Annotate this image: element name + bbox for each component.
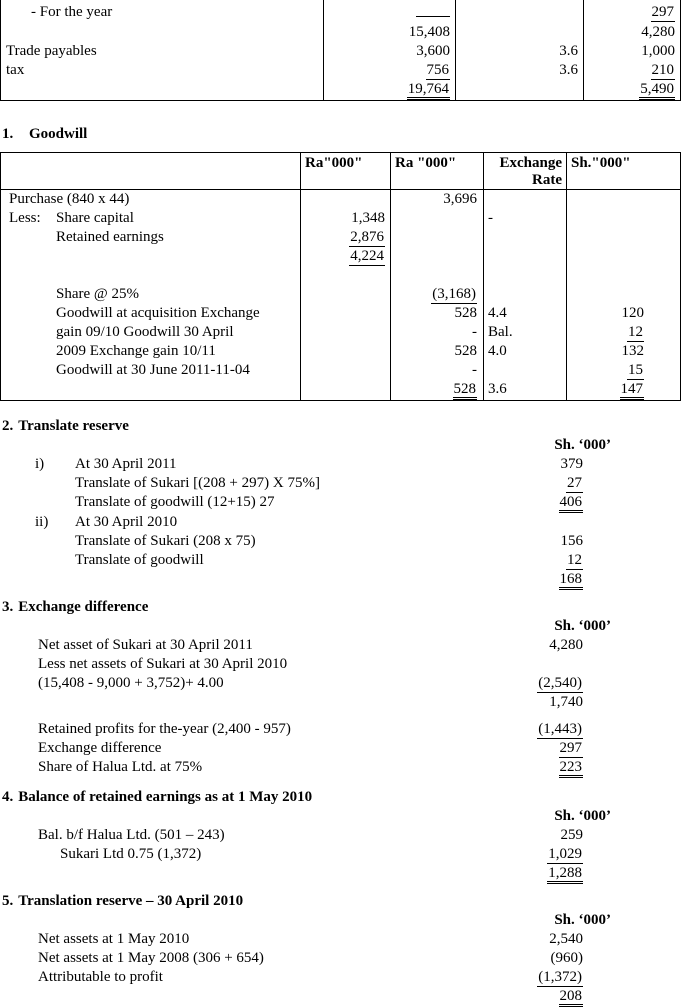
right-spacer	[583, 739, 681, 758]
section-number: 3.	[2, 599, 14, 615]
amount: 528	[454, 343, 477, 359]
amount: 4,280	[641, 24, 675, 40]
amount-cell	[583, 23, 680, 42]
line-item	[0, 864, 681, 884]
item-value-cell	[509, 693, 583, 712]
amount-cell	[566, 285, 680, 304]
amount-cell	[300, 190, 390, 209]
item-prefix	[35, 493, 75, 513]
line-item	[0, 739, 681, 758]
item-value-cell	[509, 864, 583, 884]
item-label	[38, 987, 509, 1007]
section-exchange-difference	[0, 598, 681, 778]
amount-cell	[566, 342, 680, 361]
rate-cell	[483, 361, 566, 380]
item-value: 1,740	[549, 694, 583, 710]
section-heading	[0, 598, 681, 617]
right-spacer	[583, 474, 681, 493]
line-item	[0, 845, 681, 864]
rate-cell	[483, 323, 566, 342]
row-label: - For the year	[31, 4, 113, 20]
row-label-cell	[1, 380, 300, 400]
amount-cell	[566, 190, 680, 209]
right-spacer	[583, 532, 681, 551]
section-retained-earnings	[0, 788, 681, 884]
column-header: Ra"000"	[300, 153, 390, 190]
item-value-cell	[509, 739, 583, 758]
item-total: 208	[559, 989, 584, 1007]
subtotal-cell	[300, 247, 390, 266]
column-header-line: Rate	[532, 172, 562, 188]
row-label: tax	[6, 62, 25, 78]
amount-cell	[300, 304, 390, 323]
amount-cell	[323, 23, 455, 42]
amount-cell	[566, 304, 680, 323]
rate-cell	[483, 380, 566, 400]
line-item	[0, 551, 681, 570]
amount: 2,876	[350, 229, 384, 245]
row-label-cell	[1, 23, 323, 42]
rate-value: -	[488, 210, 493, 226]
exchange-rate: 3.6	[559, 43, 578, 59]
total-amount: 147	[620, 382, 645, 400]
row-label-cell	[1, 42, 323, 61]
item-label: (15,408 - 9,000 + 3,752)+ 4.00	[38, 675, 224, 691]
item-value-cell	[509, 570, 583, 590]
right-spacer	[583, 551, 681, 570]
item-value-cell	[509, 551, 583, 570]
rate-value: 4.0	[488, 343, 507, 359]
item-label	[38, 864, 509, 884]
right-spacer	[583, 720, 681, 739]
rate-cell	[455, 42, 583, 61]
item-value-cell	[509, 636, 583, 655]
section-title: Translation reserve – 30 April 2010	[18, 893, 244, 909]
section-heading-goodwill	[2, 125, 681, 144]
carried-forward-table	[0, 0, 681, 101]
section-number: 2.	[2, 418, 14, 434]
total-cell	[323, 80, 455, 100]
item-value-cell	[509, 720, 583, 739]
amount-cell	[300, 209, 390, 228]
total-cell	[566, 380, 680, 400]
line-item	[0, 655, 681, 674]
item-label: Share of Halua Ltd. at 75%	[38, 759, 203, 775]
amount-cell	[323, 61, 455, 80]
amount: 12	[628, 324, 643, 340]
rate-cell	[483, 190, 566, 209]
right-spacer	[583, 570, 681, 590]
section-title: Translate reserve	[18, 418, 129, 434]
sum-line	[416, 3, 450, 17]
right-spacer	[583, 693, 681, 712]
item-value-cell	[509, 474, 583, 493]
item-label: Sukari Ltd 0.75 (1,372)	[60, 846, 202, 862]
section-heading	[0, 417, 681, 436]
amount-cell	[390, 209, 483, 228]
item-label: Net asset of Sukari at 30 April 2011	[38, 637, 253, 653]
amount: 3,696	[443, 191, 477, 207]
item-value-cell	[509, 758, 583, 778]
right-spacer	[583, 674, 681, 693]
section-heading	[0, 892, 681, 911]
row-label-cell	[1, 266, 300, 285]
item-value: 12	[567, 552, 582, 568]
row-label-cell	[1, 304, 300, 323]
item-value: 2,540	[549, 931, 583, 947]
amount-cell	[390, 342, 483, 361]
amount-cell	[390, 247, 483, 266]
row-label: gain 09/10 Goodwill 30 April	[56, 324, 234, 340]
subtotal-amount: 4,224	[350, 248, 384, 264]
goodwill-table	[0, 152, 681, 401]
line-item	[0, 693, 681, 712]
rate-cell	[483, 304, 566, 323]
item-value-cell	[509, 845, 583, 864]
item-value-cell	[509, 455, 583, 474]
line-item	[0, 949, 681, 968]
item-value: 4,280	[549, 637, 583, 653]
row-label-cell	[1, 61, 323, 80]
item-value: 297	[559, 740, 582, 756]
item-prefix	[35, 551, 75, 570]
amount: -	[472, 324, 477, 340]
rate-cell	[483, 285, 566, 304]
row-label-cell	[1, 190, 300, 209]
item-prefix	[35, 570, 75, 590]
line-item	[0, 758, 681, 778]
amount-cell	[566, 247, 680, 266]
item-label: Less net assets of Sukari at 30 April 2010	[38, 656, 288, 672]
amount-cell	[300, 323, 390, 342]
right-spacer	[583, 455, 681, 474]
row-label-cell	[1, 228, 300, 247]
item-label: Exchange difference	[38, 740, 162, 756]
item-value: (1,372)	[538, 969, 582, 985]
item-prefix: i)	[35, 456, 45, 472]
section-title: Exchange difference	[18, 599, 149, 615]
item-value: 27	[567, 475, 582, 491]
item-value: (2,540)	[538, 675, 582, 691]
item-label	[75, 570, 509, 590]
amount: -	[472, 362, 477, 378]
column-header	[483, 153, 566, 190]
right-spacer	[583, 758, 681, 778]
item-value-cell	[509, 674, 583, 693]
amount: 15	[628, 362, 643, 378]
item-label: At 30 April 2010	[75, 514, 178, 530]
exchange-rate: 3.6	[559, 62, 578, 78]
item-value-cell	[509, 493, 583, 513]
rate-cell	[455, 80, 583, 100]
item-value-cell	[509, 987, 583, 1007]
row-label-cell	[1, 342, 300, 361]
currency-column-header: Sh. ‘000’	[554, 808, 611, 824]
row-label: Retained earnings	[56, 229, 164, 245]
rate-cell	[455, 0, 583, 23]
rate-value: 3.6	[488, 381, 507, 397]
right-spacer	[583, 826, 681, 845]
amount: 528	[454, 305, 477, 321]
item-value: (960)	[550, 950, 583, 966]
section-heading	[0, 788, 681, 807]
row-label: Purchase (840 x 44)	[9, 191, 130, 207]
amount: 3,600	[416, 43, 450, 59]
column-header: Sh."000"	[566, 153, 680, 190]
item-label: Bal. b/f Halua Ltd. (501 – 243)	[38, 827, 225, 843]
right-spacer	[583, 493, 681, 513]
item-label: Translate of goodwill (12+15) 27	[75, 494, 275, 510]
item-label	[38, 693, 509, 712]
item-prefix	[35, 532, 75, 551]
amount-cell	[583, 42, 680, 61]
section-translation-reserve	[0, 892, 681, 1007]
amount-cell	[300, 380, 390, 400]
amount: 297	[651, 4, 674, 20]
rate-cell	[483, 228, 566, 247]
row-label: Share capital	[56, 210, 134, 226]
right-spacer	[583, 949, 681, 968]
item-value: 1,029	[548, 846, 582, 862]
rate-cell	[483, 342, 566, 361]
right-spacer	[583, 930, 681, 949]
amount-cell	[566, 228, 680, 247]
item-label: Net assets at 1 May 2010	[38, 931, 190, 947]
right-spacer	[583, 636, 681, 655]
right-spacer	[583, 513, 681, 532]
column-header: Ra "000"	[390, 153, 483, 190]
line-item	[0, 826, 681, 845]
rate-cell	[483, 247, 566, 266]
item-value-cell	[509, 655, 583, 674]
line-item	[0, 513, 681, 532]
right-spacer	[583, 968, 681, 987]
item-total: 168	[559, 572, 584, 590]
amount-cell	[323, 42, 455, 61]
row-label: Goodwill at 30 June 2011-11-04	[56, 362, 250, 378]
amount: 1,000	[641, 43, 675, 59]
amount-cell	[300, 228, 390, 247]
item-label: Retained profits for the-year (2,400 - 957)	[38, 721, 291, 737]
amount-cell	[566, 209, 680, 228]
item-label: Net assets at 1 May 2008 (306 + 654)	[38, 950, 264, 966]
total-cell	[390, 380, 483, 400]
row-label: 2009 Exchange gain 10/11	[56, 343, 216, 359]
line-item	[0, 636, 681, 655]
section-number: 1.	[2, 126, 14, 142]
column-header-empty	[1, 153, 300, 190]
column-header-line: Exchange	[499, 155, 562, 171]
amount-cell	[300, 285, 390, 304]
total-cell	[583, 80, 680, 100]
row-label-cell	[1, 285, 300, 304]
row-label: Share @ 25%	[56, 286, 139, 302]
amount-cell	[390, 285, 483, 304]
amount-cell	[390, 228, 483, 247]
line-item	[0, 474, 681, 493]
total-amount: 528	[453, 382, 478, 400]
amount-cell	[300, 266, 390, 285]
amount: (3,168)	[432, 286, 476, 302]
item-value-cell	[509, 826, 583, 845]
right-spacer	[583, 864, 681, 884]
amount-cell	[566, 323, 680, 342]
row-label: Trade payables	[6, 43, 97, 59]
currency-column-header: Sh. ‘000’	[554, 437, 611, 453]
item-value-cell	[509, 949, 583, 968]
section-translate-reserve	[0, 417, 681, 590]
item-value: (1,443)	[538, 721, 582, 737]
item-value-cell	[509, 532, 583, 551]
total-amount: 19,764	[407, 82, 450, 100]
rate-cell	[455, 23, 583, 42]
line-item	[0, 987, 681, 1007]
row-label-cell	[1, 361, 300, 380]
item-label: Translate of goodwill	[75, 552, 204, 568]
item-label: Translate of Sukari [(208 + 297) X 75%]	[75, 475, 320, 491]
item-prefix	[35, 474, 75, 493]
item-value-cell	[509, 513, 583, 532]
row-label-cell	[1, 247, 300, 266]
row-label-cell	[1, 323, 300, 342]
amount-cell	[300, 361, 390, 380]
item-value-cell	[509, 968, 583, 987]
amount: 756	[426, 62, 449, 78]
item-total: 223	[559, 760, 584, 778]
amount-cell	[390, 361, 483, 380]
rate-cell	[483, 209, 566, 228]
line-item	[0, 493, 681, 513]
amount-cell	[566, 266, 680, 285]
amount-cell	[300, 342, 390, 361]
amount-cell	[390, 304, 483, 323]
amount: 15,408	[408, 24, 450, 40]
row-label-cell	[1, 0, 323, 23]
right-spacer	[583, 987, 681, 1007]
amount-cell	[390, 266, 483, 285]
item-value: 156	[560, 533, 583, 549]
amount-cell	[390, 190, 483, 209]
item-value-cell	[509, 930, 583, 949]
rate-value: 4.4	[488, 305, 507, 321]
section-number: 4.	[2, 789, 14, 805]
item-label: At 30 April 2011	[75, 456, 177, 472]
item-value: 259	[560, 827, 583, 843]
section-title: Balance of retained earnings as at 1 May 2010	[18, 789, 313, 805]
row-label-cell	[1, 209, 300, 228]
item-value: 379	[560, 456, 583, 472]
line-item	[0, 720, 681, 739]
section-title: Goodwill	[29, 126, 88, 142]
rate-value: Bal.	[488, 324, 513, 340]
amount-cell	[583, 0, 680, 23]
amount: 210	[651, 62, 674, 78]
total-amount: 5,490	[639, 82, 675, 100]
right-spacer	[583, 655, 681, 674]
currency-column-header: Sh. ‘000’	[554, 912, 611, 928]
item-prefix: ii)	[35, 514, 49, 530]
line-item	[0, 455, 681, 474]
item-total: 1,288	[547, 866, 583, 884]
line-item	[0, 930, 681, 949]
line-item	[0, 674, 681, 693]
amount-cell	[323, 0, 455, 23]
item-label: Translate of Sukari (208 x 75)	[75, 533, 256, 549]
line-item	[0, 968, 681, 987]
row-label-cell	[1, 80, 323, 100]
line-item	[0, 532, 681, 551]
rate-cell	[483, 266, 566, 285]
amount-cell	[583, 61, 680, 80]
less-prefix: Less:	[9, 210, 41, 226]
item-label: Attributable to profit	[38, 969, 163, 985]
row-label: Goodwill at acquisition Exchange	[56, 305, 260, 321]
item-total: 406	[559, 495, 584, 513]
amount-cell	[566, 361, 680, 380]
right-spacer	[583, 845, 681, 864]
amount-cell	[390, 323, 483, 342]
amount: 132	[621, 343, 644, 359]
section-number: 5.	[2, 893, 14, 909]
currency-column-header: Sh. ‘000’	[554, 618, 611, 634]
amount: 120	[621, 305, 644, 321]
amount: 1,348	[351, 210, 385, 226]
line-item	[0, 570, 681, 590]
rate-cell	[455, 61, 583, 80]
